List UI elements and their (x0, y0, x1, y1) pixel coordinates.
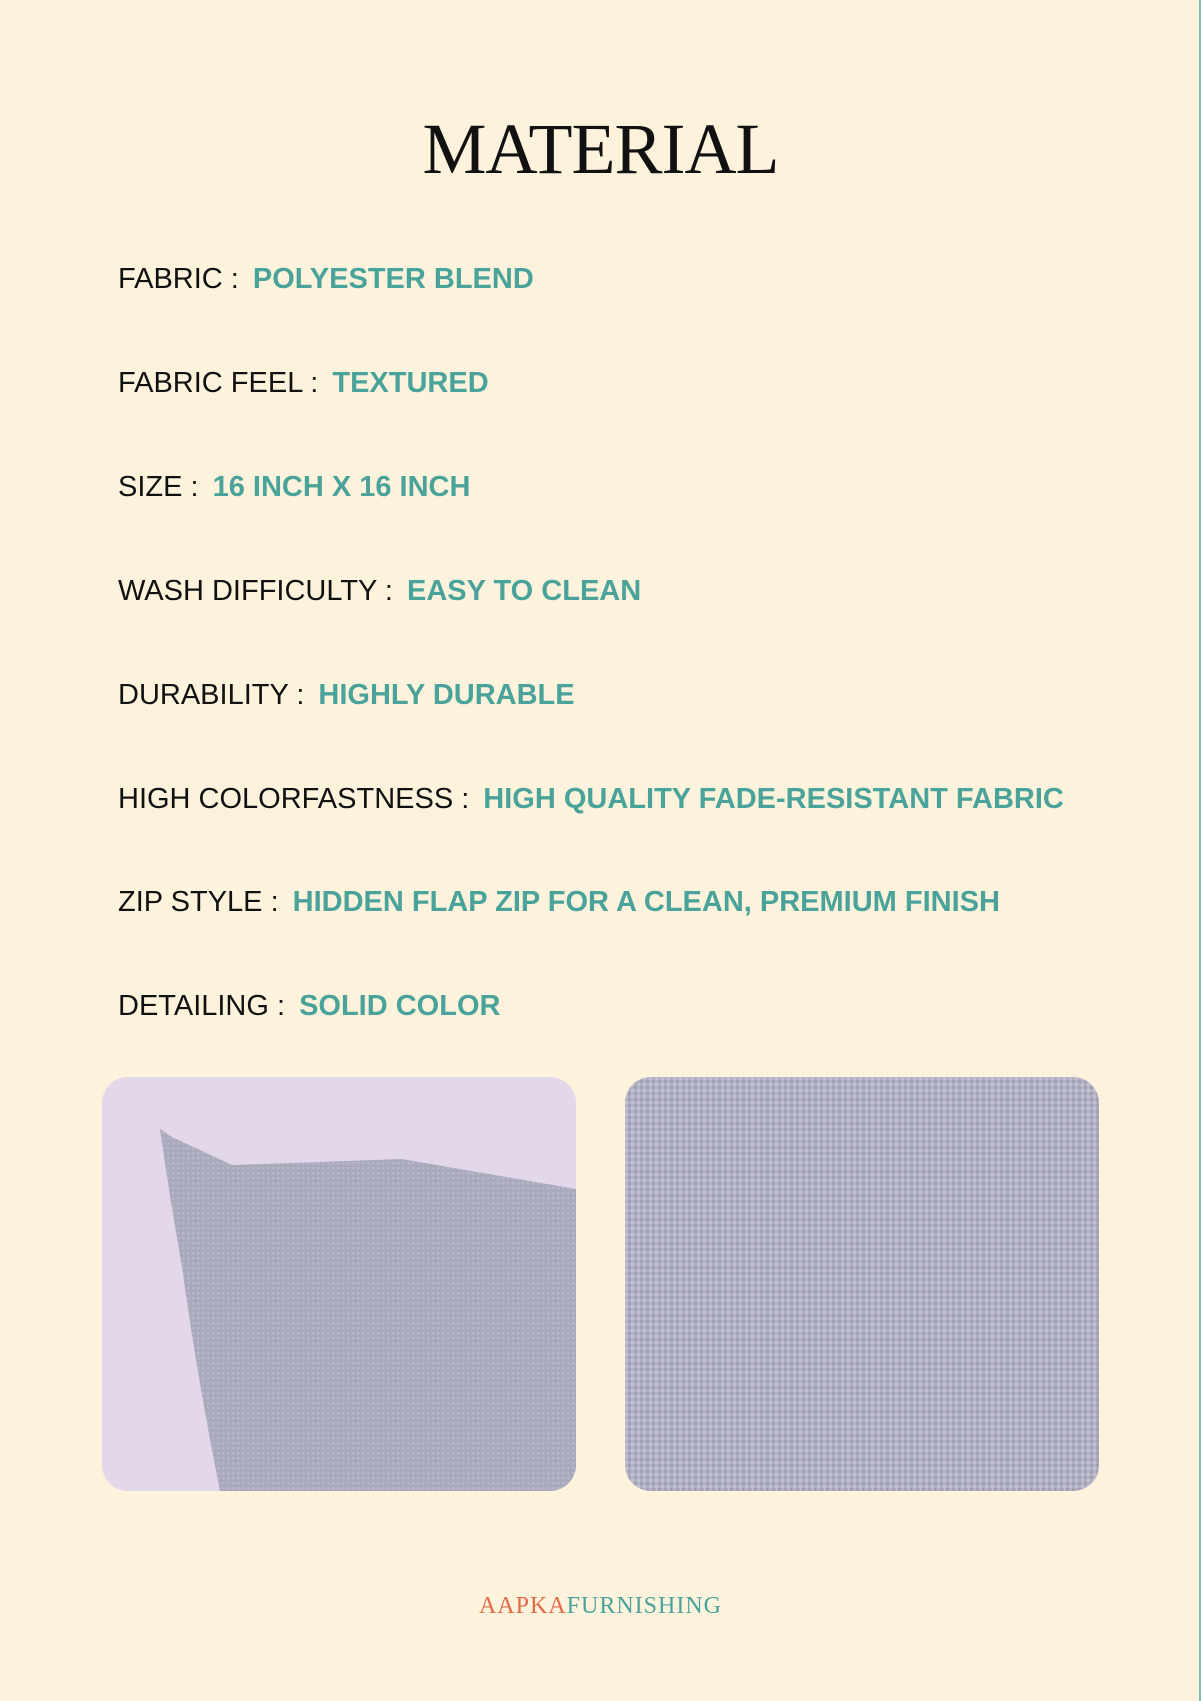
spec-row (118, 575, 641, 608)
spec-value: SOLID COLOR (299, 990, 501, 1022)
spec-value: POLYESTER BLEND (252, 263, 534, 295)
cushion-photo (102, 1077, 576, 1491)
brand-logo: AAPKAFURNISHING (478, 1593, 723, 1619)
spec-value: HIDDEN FLAP ZIP FOR A CLEAN, PREMIUM FINISH (292, 886, 1000, 918)
spec-row (118, 783, 1064, 816)
spec-row (118, 367, 489, 400)
spec-row (118, 886, 1000, 919)
spec-label: FABRIC FEEL : (118, 367, 319, 399)
spec-value: EASY TO CLEAN (406, 575, 642, 607)
fabric-closeup-photo (625, 1077, 1099, 1491)
spec-row (118, 990, 500, 1023)
spec-row (118, 471, 470, 504)
spec-row (118, 679, 575, 712)
spec-row (118, 263, 534, 296)
spec-label: DETAILING : (118, 990, 286, 1022)
spec-label: FABRIC : (118, 263, 239, 295)
spec-value: 16 INCH X 16 INCH (212, 471, 471, 503)
spec-label: WASH DIFFICULTY : (118, 575, 393, 607)
spec-label: ZIP STYLE : (118, 886, 279, 918)
spec-value: HIGH QUALITY FADE-RESISTANT FABRIC (483, 783, 1064, 815)
page-title: MATERIAL (422, 109, 779, 189)
spec-label: SIZE : (118, 471, 199, 503)
spec-value: TEXTURED (332, 367, 489, 399)
spec-value: HIGHLY DURABLE (318, 679, 575, 711)
spec-label: HIGH COLORFASTNESS : (118, 783, 470, 815)
spec-label: DURABILITY : (118, 679, 305, 711)
